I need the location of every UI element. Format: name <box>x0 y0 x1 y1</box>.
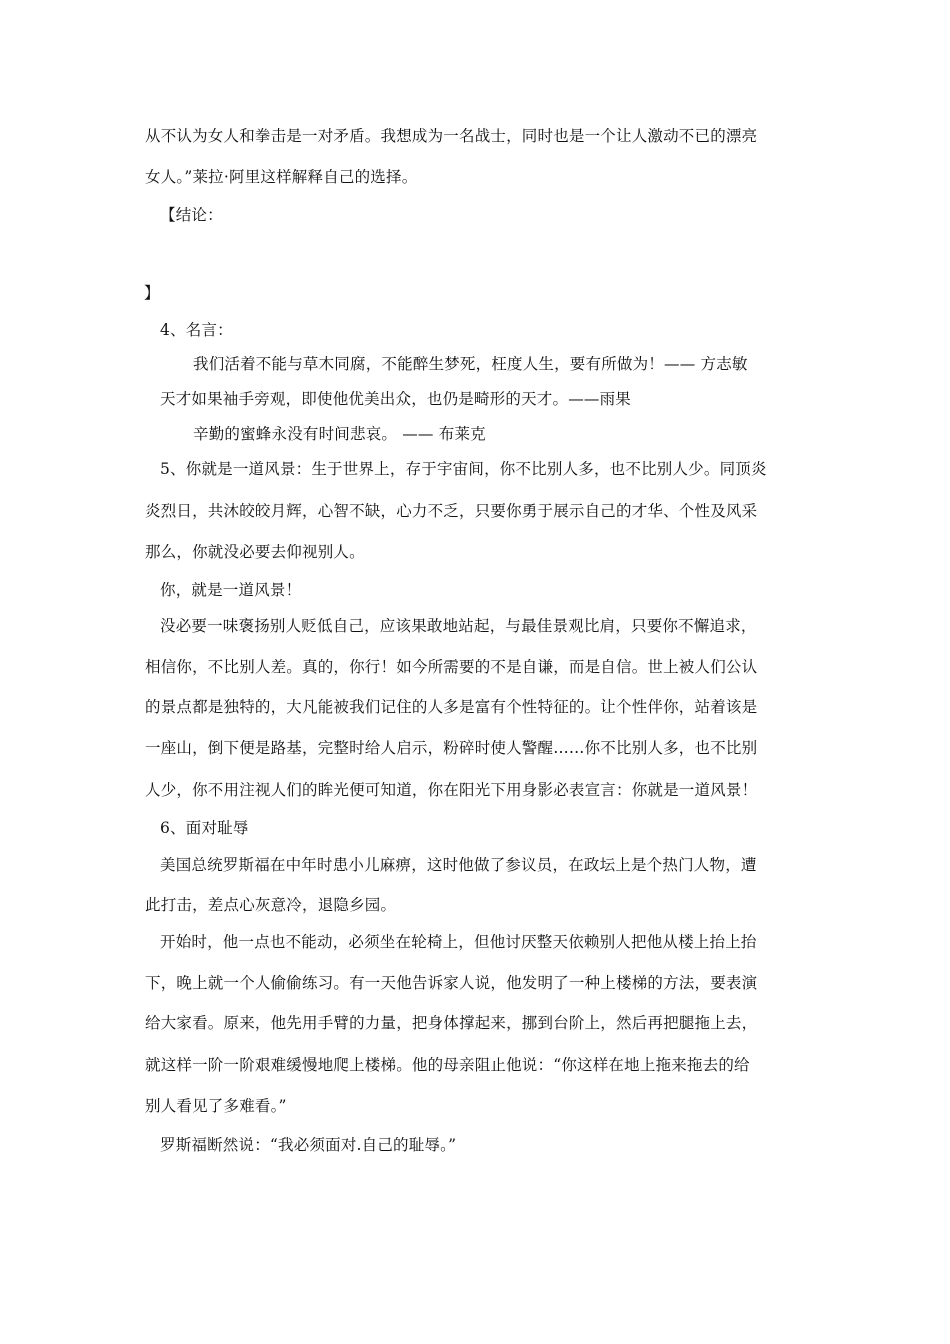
text-line: 人少，你不用注视人们的眸光便可知道，你在阳光下用身影必表宣言：你就是一道风景！ <box>145 781 758 799</box>
text-line: 此打击，差点心灰意冷，退隐乡园。 <box>145 896 397 914</box>
text-line: 下，晚上就一个人偷偷练习。有一天他告诉家人说，他发明了一种上楼梯的方法，要表演 <box>145 974 758 992</box>
text-line: 没必要一味褒扬别人贬低自己，应该果敢地站起，与最佳景观比肩，只要你不懈追求， <box>160 617 757 635</box>
text-line: 就这样一阶一阶艰难缓慢地爬上楼梯。他的母亲阻止他说：“你这样在地上拖来拖去的给 <box>145 1056 750 1074</box>
text-line: 美国总统罗斯福在中年时患小儿麻痹，这时他做了参议员，在政坛上是个热门人物，遭 <box>160 856 757 874</box>
text-line: 相信你，不比别人差。真的，你行！如今所需要的不是自谦，而是自信。世上被人们公认 <box>145 658 758 676</box>
quote-line: 天才如果袖手旁观，即使他优美出众，也仍是畸形的天才。——雨果 <box>160 390 632 408</box>
text-line: 你，就是一道风景！ <box>160 581 302 599</box>
text-line: 炎烈日，共沐皎皎月辉，心智不缺，心力不乏，只要你勇于展示自己的才华、个性及风采 <box>145 502 758 520</box>
section-heading-quotes: 4、名言： <box>160 321 233 339</box>
text-line: 那么，你就没必要去仰视别人。 <box>145 543 365 561</box>
text-line: 别人看见了多难看。” <box>145 1097 287 1115</box>
text-line: 给大家看。原来，他先用手臂的力量，把身体撑起来，挪到台阶上，然后再把腿拖上去， <box>145 1014 758 1032</box>
quote-line: 辛勤的蜜蜂永没有时间悲哀。 —— 布莱克 <box>193 425 486 443</box>
text-line: 的景点都是独特的，大凡能被我们记住的人多是富有个性特征的。让个性伴你，站着该是 <box>145 698 758 716</box>
text-line: 开始时，他一点也不能动，必须坐在轮椅上，但他讨厌整天依赖别人把他从楼上抬上抬 <box>160 933 757 951</box>
text-line: 从不认为女人和拳击是一对矛盾。我想成为一名战士，同时也是一个让人激动不已的漂亮 <box>145 127 758 145</box>
text-line: 女人。”莱拉·阿里这样解释自己的选择。 <box>145 168 418 186</box>
section-heading-scenery: 5、你就是一道风景：生于世界上，存于宇宙间，你不比别人多，也不比别人少。同顶炎 <box>160 460 767 478</box>
section-heading-shame: 6、面对耻辱 <box>160 819 249 837</box>
text-line: 罗斯福断然说：“我必须面对.自己的耻辱。” <box>160 1136 457 1154</box>
quote-line: 我们活着不能与草木同腐，不能醉生梦死，枉度人生，要有所做为！—— 方志敏 <box>193 355 748 373</box>
text-line: 一座山，倒下便是路基，完整时给人启示，粉碎时使人警醒……你不比别人多，也不比别 <box>145 739 758 757</box>
conclusion-heading: 【结论： <box>160 206 223 224</box>
conclusion-close-bracket: 】 <box>144 284 160 302</box>
